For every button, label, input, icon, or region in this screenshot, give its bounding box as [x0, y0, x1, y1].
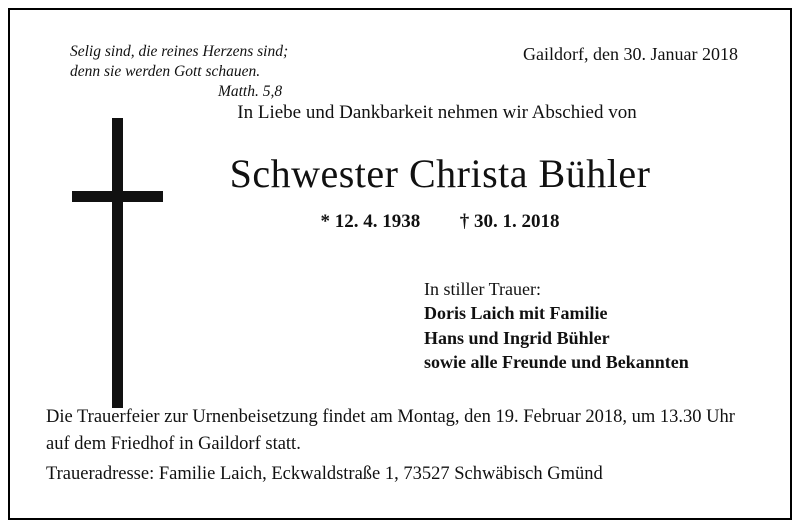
life-dates — [34, 211, 750, 233]
deceased-name: Schwester Christa Bühler — [229, 151, 651, 196]
mourning-label: In stiller Trauer: — [424, 279, 541, 299]
mourner-line: Doris Laich mit Familie — [424, 303, 608, 324]
verse-line-2: denn sie werden Gott schauen. — [70, 62, 261, 80]
mourner-line: Hans und Ingrid Bühler — [424, 327, 610, 348]
place-and-date: Gaildorf, den 30. Januar 2018 — [523, 44, 738, 64]
verse-line-1: Selig sind, die reines Herzens sind; — [70, 43, 289, 60]
birth-date: * 12. 4. 1938 — [320, 211, 421, 232]
intro-text: In Liebe und Dankbarkeit nehmen wir Abschied von — [237, 102, 637, 123]
bible-verse — [70, 42, 288, 101]
main-text-block — [34, 96, 750, 374]
header-row — [34, 22, 750, 100]
ceremony-details: Die Trauerfeier zur Urnenbeisetzung findet am Montag, den 19. Februar 2018, um 13.30 Uhr auf dem Friedhof in Gaildorf statt. — [46, 407, 735, 454]
mourning-address: Traueradresse: Familie Laich, Eckwaldstraße 1, 73527 Schwäbisch Gmünd — [46, 464, 603, 484]
mourner-line: sowie alle Freunde und Bekannten — [424, 351, 689, 372]
verse-reference: Matth. 5,8 — [217, 82, 283, 100]
mourning-block — [34, 277, 750, 374]
death-date: † 30. 1. 2018 — [459, 211, 560, 232]
